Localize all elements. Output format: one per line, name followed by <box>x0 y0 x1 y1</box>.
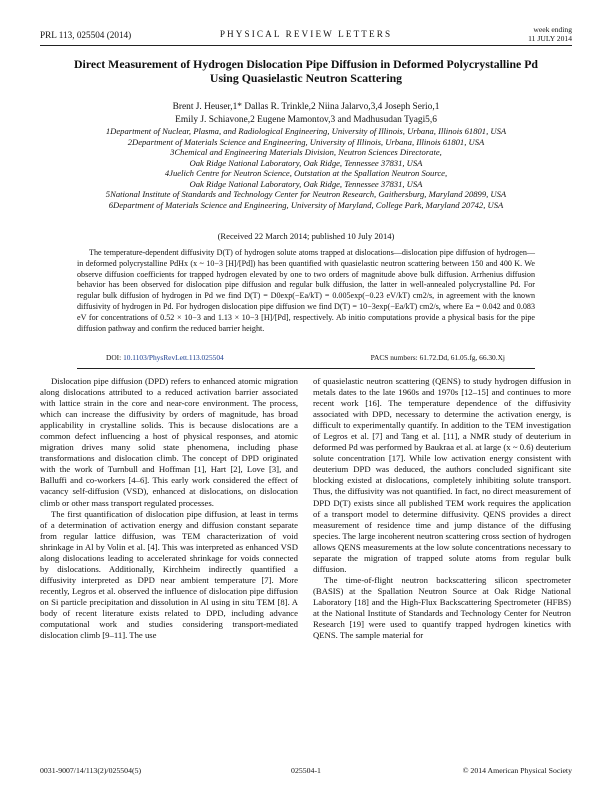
body-column-right <box>313 376 571 641</box>
week-ending-label: week ending <box>533 25 572 34</box>
body-paragraph: of quasielastic neutron scattering (QENS) to study hydrogen diffusion in metals dates to the late 1960s and 1970s [12–15] and continues to more recent work [16]. The temperature dependence of the diffusivity associated with DPD, necessary to determine the activation energy, is difficult to experimentally quantify. In addition to the TEM investigation of Legros et al. [7] and Tang et al. [11], a NMR study of deuterium in deformed Pd was performed by Baukraa et al. at large (x ~ 0.6) deuterium solute concentration [17]. While low activation energy consistent with deuterium DPD was deduced, the authors concluded significant site blocking existed at dislocations, completely inhibiting solute transport. Thus, the diffusivity was not quantified. In fact, no direct measurement of DPD D(T) exists since all published TEM work requires the application of a transport model to determine diffusivity. QENS provides a direct measurement of residence time and jump distance of the diffusing species. The large incoherent neutron scattering cross section of hydrogen allows QENS measurements at the low solute concentrations necessary to separate the migration of trapped solute atoms from regular bulk diffusion. <box>313 376 571 574</box>
week-ending-date: 11 JULY 2014 <box>528 33 572 43</box>
paper-title: Direct Measurement of Hydrogen Dislocation Pipe Diffusion in Deformed Polycrystalline Pd Using Quasielastic Neutron Scattering <box>74 57 538 85</box>
doi-line <box>106 353 224 362</box>
doi-label: DOI: <box>106 353 122 362</box>
abstract: The temperature-dependent diffusivity D(T) of hydrogen solute atoms trapped at dislocations—dislocation pipe diffusion of hydrogen—in deformed polycrystalline PdHx (x ~ 10−3 [H]/[Pd]) has been quantified with quasielastic neutron scattering between 150 and 400 K. We observe diffusion coefficients for trapped hydrogen elevated by one to two orders of magnitude above bulk diffusion. Arrhenius diffusion behavior has been observed for dislocation pipe diffusion and regular bulk diffusion, the latter in well-annealed polycrystalline Pd. For regular bulk diffusion of hydrogen in Pd we find D(T) = D0exp(−Ea/kT) = 0.005exp(−0.23 eV/kT) cm2/s, in agreement with the known diffusivity of hydrogen in Pd. For hydrogen dislocation pipe diffusion we find D(T) = 10−3exp(−Ea/kT) cm2/s, where Ea = 0.042 and 0.083 eV for concentrations of 0.52 × 10−3 and 1.13 × 10−3 [H]/[Pd], respectively. Ab initio computations provide a physical basis for the pipe diffusion pathway and confirm the reduced barrier height. <box>77 248 535 333</box>
page-number: 025504-1 <box>291 766 321 775</box>
affiliations <box>40 126 572 210</box>
affiliation-line: 1Department of Nuclear, Plasma, and Radiological Engineering, University of Illinois, Urbana, Illinois 61801, USA <box>105 126 507 136</box>
affiliation-line: 5National Institute of Standards and Technology Center for Neutron Research, Gaithersburg, Maryland 20899, USA <box>105 189 507 199</box>
body-paragraph: The first quantification of dislocation pipe diffusion, at least in terms of a determination of activation energy and diffusion constant separate from regular lattice diffusion, was TEM characterization of void shrinkage in Al by Volin et al. [4]. This was interpreted as enhanced VSD along dislocations leading to accelerated shrinkage for voids connected by dislocations. Additionally, Kirchheim indirectly quantified a diffusivity interpreted as DPD near ambient temperature [7]. More recently, Legros et al. observed the influence of dislocation pipe diffusion on Si particle precipitation and dissolution in Al using in situ TEM [8]. A body of recent literature exists related to DPD, including advance computational work and studies considering transport-mediated dislocation climb [9–11]. The use <box>40 508 298 641</box>
body-paragraph: Dislocation pipe diffusion (DPD) refers to enhanced atomic migration along dislocations attributed to a reduced activation barrier associated with lattice strain in the core and near-core environment. The process, which can increase the diffusivity by orders of magnitude, has broad applicability in crystalline solids. This is because dislocations are a common defect influencing a host of physical responses, and atomic migration drives many solid state phenomena, including phase transformations and dislocation climb. The concept of DPD originated with the work of Turnbull and Hoffman [1], Hart [2], Love [3], and Balluffi and co-workers [4–6]. This early work considered the effect of vacancy self-diffusion (VSD), enhanced at dislocations, on dislocation climb or other mass transport regulated processes. <box>40 376 298 508</box>
body-paragraph: The time-of-flight neutron backscattering silicon spectrometer (BASIS) at the Spallation Neutron Source at Oak Ridge National Laboratory [18] and the High-Flux Backscattering Spectrometer (HFBS) at the National Institute of Standards and Technology Center for Neutron Research [19] were used to quantify trapped hydrogen kinetics with QENS. The sample material for <box>313 574 571 641</box>
doi-link[interactable]: 10.1103/PhysRevLett.113.025504 <box>123 353 224 362</box>
author-list <box>40 101 572 126</box>
affiliation-line: 3Chemical and Engineering Materials Division, Neutron Sciences Directorate, <box>170 147 442 157</box>
affiliation-line: 6Department of Materials Science and Engineering, University of Maryland, College Park, Maryland 20742, USA <box>108 199 504 210</box>
authors-line-1: Brent J. Heuser,1* Dallas R. Trinkle,2 Niina Jalarvo,3,4 Joseph Serio,1 <box>172 102 440 112</box>
copyright: © 2014 American Physical Society <box>462 766 572 775</box>
authors-line-2: Emily J. Schiavone,2 Eugene Mamontov,3 and Madhusudan Tyagi5,6 <box>175 114 437 125</box>
body-column-left <box>40 376 298 641</box>
header-rule <box>40 45 572 46</box>
affiliation-line: Oak Ridge National Laboratory, Oak Ridge, Tennessee 37831, USA <box>189 157 423 168</box>
issue-date <box>528 26 572 43</box>
pacs-numbers: PACS numbers: 61.72.Dd, 61.05.fg, 66.30.Xj <box>370 353 505 362</box>
affiliation-line: 4Juelich Centre for Neutron Science, Outstation at the Spallation Neutron Source, <box>164 168 448 178</box>
affiliation-line: 2Department of Materials Science and Engineering, University of Illinois, Urbana, Illinois 61801, USA <box>127 136 485 147</box>
abstract-separator <box>77 368 535 369</box>
received-dates: (Received 22 March 2014; published 10 July 2014) <box>217 231 395 241</box>
affiliation-line: Oak Ridge National Laboratory, Oak Ridge, Tennessee 37831, USA <box>189 178 423 189</box>
running-header <box>40 26 572 46</box>
footer-code: 0031-9007/14/113(2)/025504(5) <box>40 766 142 775</box>
journal-name: PHYSICAL REVIEW LETTERS <box>219 29 393 39</box>
journal-reference: PRL 113, 025504 (2014) <box>40 30 132 40</box>
